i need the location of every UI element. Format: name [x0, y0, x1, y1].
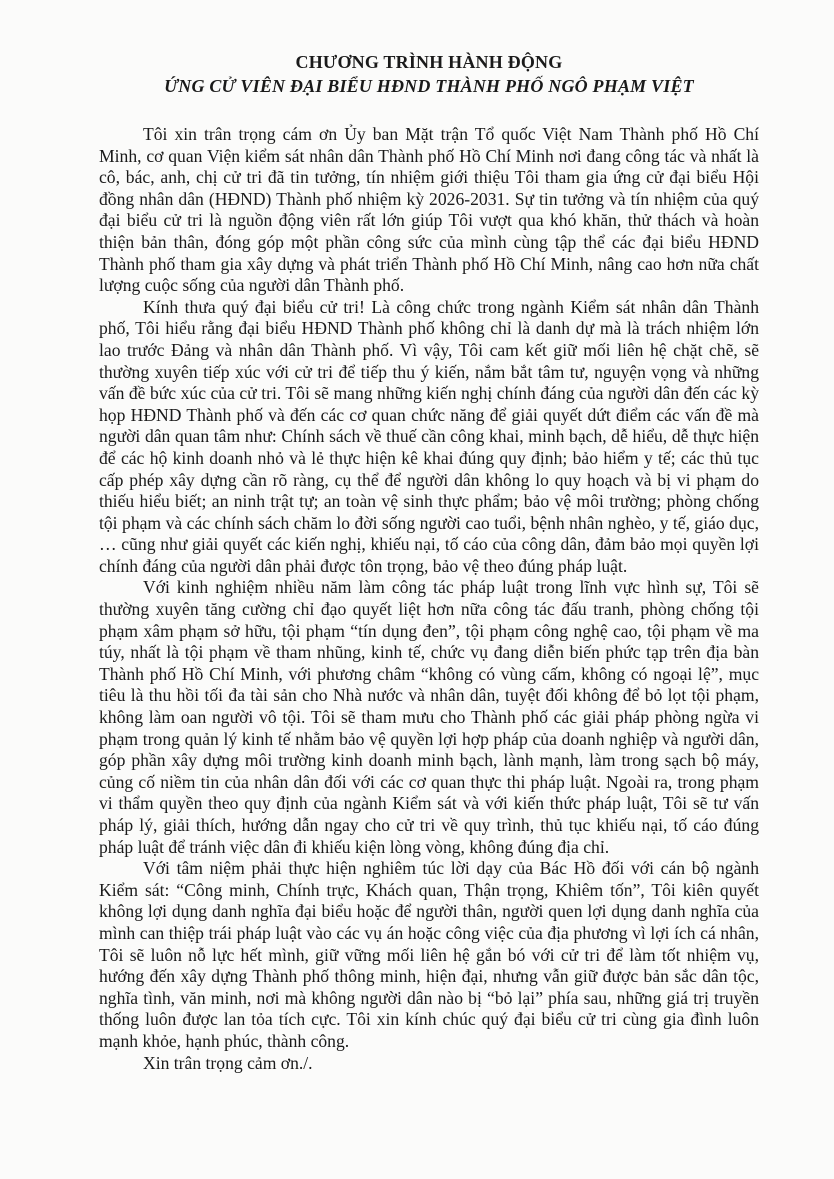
paragraph-gratitude: Tôi xin trân trọng cám ơn Ủy ban Mặt trận Tổ quốc Việt Nam Thành phố Hồ Chí Minh, cơ quan Viện kiểm sát nhân dân Thành phố Hồ Chí Minh nơi đang công tác và nhất là cô, bác, anh, chị cử tri đã tin tưởng, tín nhiệm giới thiệu Tôi tham gia ứng cử đại biểu Hội đồng nhân dân (HĐND) Thành phố nhiệm kỳ 2026-2031. Sự tin tưởng và tín nhiệm của quý đại biểu cử tri là nguồn động viên rất lớn giúp Tôi vượt qua khó khăn, thử thách và hoàn thiện bản thân, đóng góp một phần công sức của mình cùng tập thể các đại biểu HĐND Thành phố tham gia xây dựng và phát triển Thành phố Hồ Chí Minh, nâng cao hơn nữa chất lượng cuộc sống của người dân Thành phố. [99, 124, 759, 296]
document-title: CHƯƠNG TRÌNH HÀNH ĐỘNG [295, 52, 563, 72]
document-body [99, 124, 759, 1074]
paragraph-experience: Với kinh nghiệm nhiều năm làm công tác pháp luật trong lĩnh vực hình sự, Tôi sẽ thường xuyên tăng cường chỉ đạo quyết liệt hơn nữa công tác đấu tranh, phòng chống tội phạm xâm phạm sở hữu, tội phạm “tín dụng đen”, tội phạm công nghệ cao, tội phạm về ma túy, nhất là tội phạm về tham nhũng, kinh tế, chức vụ đang diễn biến phức tạp trên địa bàn Thành phố Hồ Chí Minh, với phương châm “không có vùng cấm, không có ngoại lệ”, mục tiêu là thu hồi tối đa tài sản cho Nhà nước và nhân dân, tuyệt đối không để bỏ lọt tội phạm, không làm oan người vô tội. Tôi sẽ tham mưu cho Thành phố các giải pháp phòng ngừa vi phạm trong quản lý kinh tế nhằm bảo vệ quyền lợi hợp pháp của doanh nghiệp và người dân, góp phần xây dựng môi trường kinh doanh minh bạch, lành mạnh, làm trong sạch bộ máy, củng cố niềm tin của nhân dân đối với các cơ quan thực thi pháp luật. Ngoài ra, trong phạm vi thẩm quyền theo quy định của ngành Kiểm sát và với kiến thức pháp luật, Tôi sẽ tư vấn pháp lý, giải thích, hướng dẫn ngay cho cử tri về quy trình, thủ tục khiếu nại, tố cáo đúng pháp luật để tránh việc dân đi khiếu kiện lòng vòng, không đúng địa chỉ. [99, 577, 759, 857]
document-header [99, 50, 759, 98]
paragraph-commitment: Kính thưa quý đại biểu cử tri! Là công chức trong ngành Kiểm sát nhân dân Thành phố, Tôi hiểu rằng đại biểu HĐND Thành phố không chỉ là danh dự mà là trách nhiệm lớn lao trước Đảng và nhân dân Thành phố. Vì vậy, Tôi cam kết giữ mối liên hệ chặt chẽ, sẽ thường xuyên tiếp xúc với cử tri để tiếp thu ý kiến, nắm bắt tâm tư, nguyện vọng và những vấn đề bức xúc của cử tri. Tôi sẽ mang những kiến nghị chính đáng của người dân đến các kỳ họp HĐND Thành phố và đến các cơ quan chức năng để giải quyết dứt điểm các vấn đề mà người dân quan tâm như: Chính sách về thuế cần công khai, minh bạch, dễ hiểu, dễ thực hiện để các hộ kinh doanh nhỏ và lẻ thực hiện kê khai đúng quy định; bảo hiểm y tế; các thủ tục cấp phép xây dựng cần rõ ràng, cụ thể để người dân không lo quy hoạch và bị vi phạm do thiếu hiểu biết; an ninh trật tự; an toàn vệ sinh thực phẩm; bảo vệ môi trường; phòng chống tội phạm và các chính sách chăm lo đời sống người cao tuổi, bệnh nhân nghèo, y tế, giáo dục, … cũng như giải quyết các kiến nghị, khiếu nại, tố cáo của công dân, đảm bảo mọi quyền lợi chính đáng của người dân phải được tôn trọng, bảo vệ theo đúng pháp luật. [99, 296, 759, 576]
paragraph-principles: Với tâm niệm phải thực hiện nghiêm túc lời dạy của Bác Hồ đối với cán bộ ngành Kiểm sát: “Công minh, Chính trực, Khách quan, Thận trọng, Khiêm tốn”, Tôi kiên quyết không lợi dụng danh nghĩa đại biểu hoặc để người thân, người quen lợi dụng danh nghĩa của mình can thiệp trái pháp luật vào các vụ án hoặc công việc của địa phương vì lợi ích cá nhân, Tôi sẽ luôn nỗ lực hết mình, giữ vững mối liên hệ gắn bó với cử tri để làm tốt nhiệm vụ, hướng đến xây dựng Thành phố thông minh, hiện đại, nhưng vẫn giữ được bản sắc dân tộc, nghĩa tình, văn minh, nơi mà không người dân nào bị “bỏ lại” phía sau, những giá trị truyền thống luôn được lan tỏa tích cực. Tôi xin kính chúc quý đại biểu cử tri cùng gia đình luôn mạnh khỏe, hạnh phúc, thành công. [99, 858, 759, 1051]
document-subtitle: ỨNG CỬ VIÊN ĐẠI BIỂU HĐND THÀNH PHỐ NGÔ PHẠM VIỆT [164, 76, 694, 96]
closing-line: Xin trân trọng cảm ơn./. [143, 1052, 313, 1073]
